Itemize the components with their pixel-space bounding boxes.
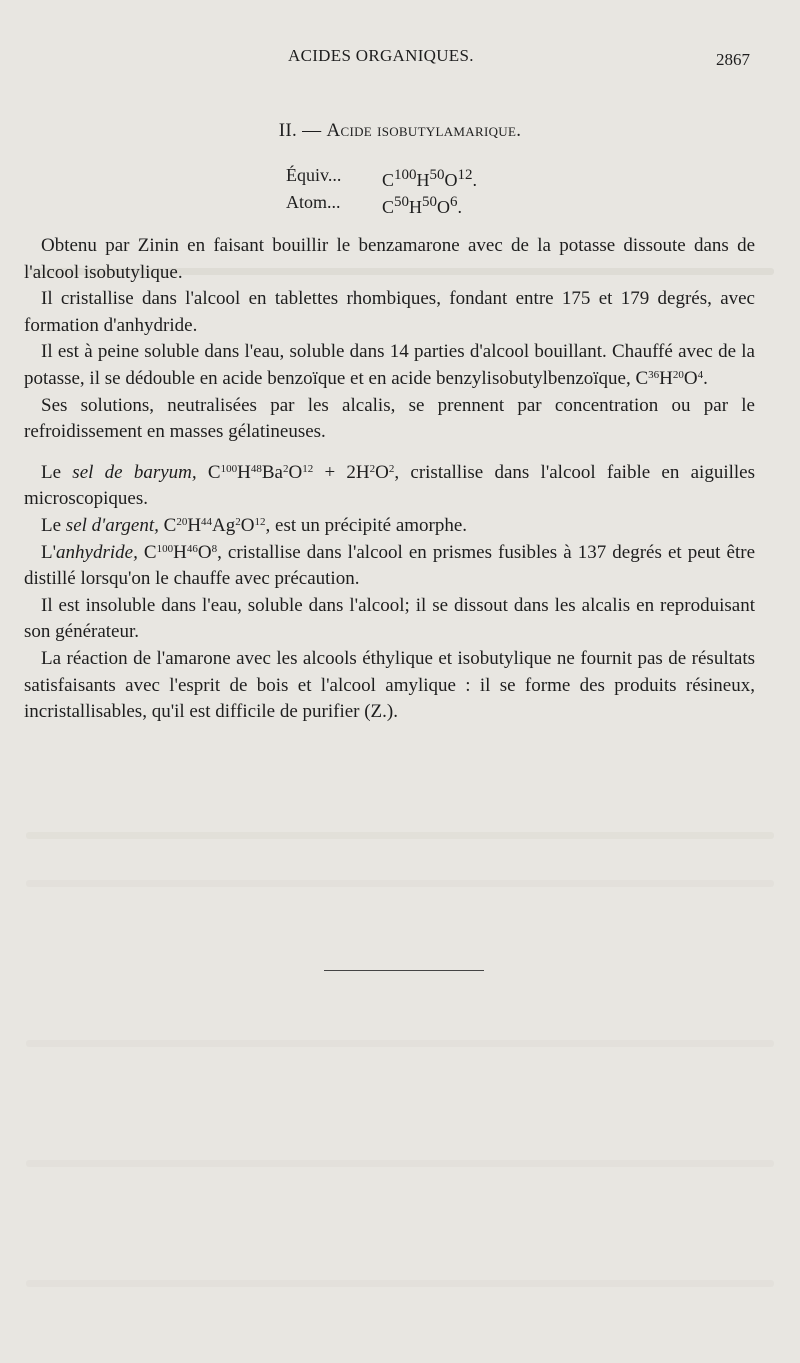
paragraph: Obtenu par Zinin en faisant bouillir le benzamarone avec de la potasse dissoute dans de l'alcool isobutylique. <box>24 235 755 283</box>
formula-label: Équiv... <box>286 165 342 185</box>
paragraph: Le sel de baryum, $C^{100}H^{48}Ba^2O^{12} + 2H^2O^2$, cristallise dans l'alcool faible en aiguilles microscopiques. <box>24 461 755 510</box>
section-title <box>0 120 800 142</box>
running-title: ACIDES ORGANIQUES. <box>288 46 474 65</box>
paragraph: Il cristallise dans l'alcool en tablettes rhombiques, fondant entre 175 et 179 degrés, avec formation d'anhydride. <box>24 288 755 336</box>
page-number: 2867 <box>716 50 750 69</box>
paragraph: Le sel d'argent, $C^{20}H^{44}Ag^2O^{12}$, est un précipité amorphe. <box>41 514 468 536</box>
formula-block <box>286 164 477 218</box>
section-number: II. — <box>278 120 322 141</box>
body-text <box>24 233 755 726</box>
paragraph: L'anhydride, $C^{100}H^{46}O^8$, cristallise dans l'alcool en prismes fusibles à 137 degrés et peut être distillé lorsqu'on le chauffe avec précaution. <box>24 541 756 590</box>
paragraph: Ses solutions, neutralisées par les alcalis, se prennent par concentration ou par le refroidissement en masses gélatineuses. <box>24 394 755 443</box>
show-through-mark <box>26 880 774 887</box>
paragraph: Il est à peine soluble dans l'eau, soluble dans 14 parties d'alcool bouillant. Chauffé avec de la potasse, il se dédouble en acide benzoïque et en acide benzylisobutylbenzoïque, $C^{36}H^{20}O^4$. <box>24 341 755 389</box>
formula-row-equiv <box>286 164 477 191</box>
section-divider <box>324 970 484 971</box>
paragraph: Il est insoluble dans l'eau, soluble dans l'alcool; il se dissout dans les alcalis en reproduisant son générateur. <box>24 594 755 643</box>
formula-value: $C^{50}H^{50}O^6$. <box>382 194 463 217</box>
show-through-mark <box>26 832 774 839</box>
formula-label: Atom... <box>286 192 341 212</box>
formula-row-atom <box>286 191 477 218</box>
show-through-mark <box>26 1160 774 1167</box>
show-through-mark <box>26 1280 774 1287</box>
section-name: Acide isobutylamarique. <box>326 120 522 141</box>
page-header <box>0 46 800 76</box>
paragraph: La réaction de l'amarone avec les alcools éthylique et isobutylique ne fournit pas de résultats satisfaisants avec l'esprit de bois et l'alcool amylique : il se forme des produits résineux, incristallisables, qu'il est difficile de purifier (Z.). <box>24 647 755 723</box>
show-through-mark <box>26 1040 774 1047</box>
formula-value: $C^{100}H^{50}O^{12}$. <box>382 167 478 190</box>
